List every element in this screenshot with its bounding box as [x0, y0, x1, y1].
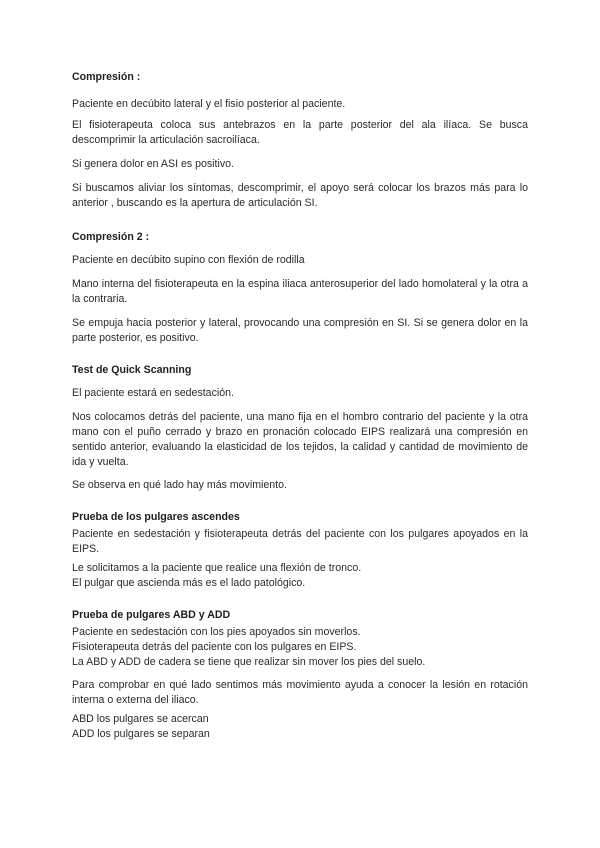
paragraph: Paciente en decúbito lateral y el fisio posterior al paciente.: [72, 98, 346, 110]
section-heading-pulgares-abd-add: Prueba de pulgares ABD y ADD: [72, 609, 231, 621]
section-heading-compresion: Compresión :: [72, 71, 141, 83]
paragraph: Se observa en qué lado hay más movimiento.: [72, 479, 287, 491]
paragraph: Nos colocamos detrás del paciente, una mano fija en el hombro contrario del paciente y la otra mano con el puño cerrado y brazo en pronación colocado EIPS realizará una compresión en sentido anterior, evaluando la elasticidad de los tejidos, la calidad y cantidad de movimiento de ida y vuelta.: [72, 411, 528, 468]
paragraph: El paciente estará en sedestación.: [72, 387, 234, 399]
paragraph: Le solicitamos a la paciente que realice una flexión de tronco.: [72, 562, 362, 574]
paragraph: Paciente en sedestación y fisioterapeuta detrás del paciente con los pulgares apoyados en la EIPS.: [72, 528, 528, 555]
paragraph: Se empuja hacia posterior y lateral, provocando una compresión en SI. Si se genera dolor en la parte posterior, es positivo.: [72, 317, 528, 344]
paragraph: ADD los pulgares se separan: [72, 728, 210, 740]
paragraph: Si buscamos aliviar los síntomas, descomprimir, el apoyo será colocar los brazos más para lo anterior , buscando es la apertura de articulación SI.: [72, 182, 528, 209]
document-body: [72, 70, 528, 742]
paragraph: La ABD y ADD de cadera se tiene que realizar sin mover los pies del suelo.: [72, 656, 426, 668]
paragraph: El pulgar que ascienda más es el lado patológico.: [72, 577, 306, 589]
paragraph: Para comprobar en qué lado sentimos más movimiento ayuda a conocer la lesión en rotación interna o externa del iliaco.: [72, 679, 528, 706]
paragraph: ABD los pulgares se acercan: [72, 713, 209, 725]
paragraph: Paciente en decúbito supino con flexión de rodilla: [72, 254, 305, 266]
paragraph: Fisioterapeuta detrás del paciente con los pulgares en EIPS.: [72, 641, 357, 653]
paragraph: Mano interna del fisioterapeuta en la espina iliaca anterosuperior del lado homolateral y la otra a la contraria.: [72, 278, 528, 305]
paragraph: Paciente en sedestación con los pies apoyados sin moverlos.: [72, 626, 361, 638]
section-heading-pulgares-ascendes: Prueba de los pulgares ascendes: [72, 511, 240, 523]
paragraph: El fisioterapeuta coloca sus antebrazos en la parte posterior del ala ilíaca. Se busca descomprimir la articulación sacroilíaca.: [72, 119, 528, 146]
paragraph: Si genera dolor en ASI es positivo.: [72, 158, 234, 170]
section-heading-quick-scanning: Test de Quick Scanning: [72, 364, 192, 376]
section-heading-compresion-2: Compresión 2 :: [72, 231, 150, 243]
